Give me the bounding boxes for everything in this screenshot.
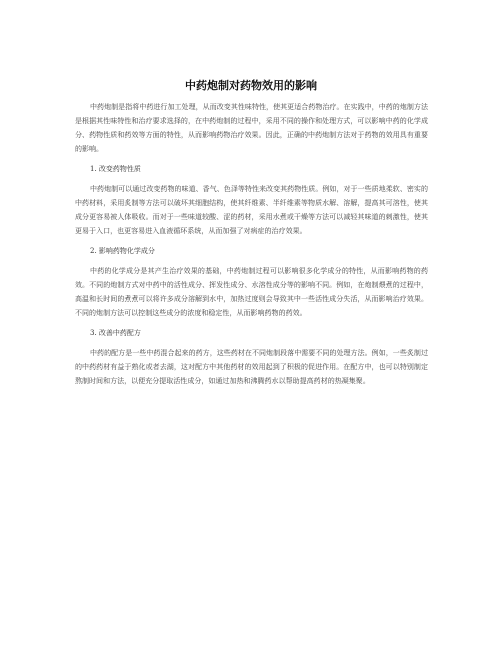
document-title: 中药炮制对药物效用的影响 (185, 79, 317, 92)
document-body (75, 100, 428, 394)
section-body-2: 中药的化学成分是其产生治疗效果的基础，中药炮制过程可以影响很多化学成分的特性，从而影响药物的药效。不同的炮制方式对中药中的活性成分、挥发性成分、水溶性成分等的影响不同。例如，在炮制煨煮的过程中，高温和长时间的煮煮可以将许多成分溶解到水中，加热过度则会导致其中一些活性成分失活，从而影响治疗效果。不同的炮制方法可以控制这些成分的浓度和稳定性，从而影响药物的药效。 (75, 267, 428, 317)
section-heading-3: 3. 改善中药配方 (90, 329, 141, 337)
section-body-1: 中药炮制可以通过改变药物的味道、香气、色泽等特性来改变其药物性质。例如，对于一些质地柔软、密实的中药材料，采用炙制等方法可以破坏其细胞结构，使其纤维素、半纤维素等物质水解、溶解，提高其可溶性，使其成分更容易被人体吸收。而对于一些味道较酸、涩的药材，采用水煮或干燥等方法可以减轻其味道的刺激性，使其更易于入口，也更容易进入血液循环系统，从而加强了对病症的治疗效果。 (75, 185, 428, 235)
intro-paragraph: 中药炮制是指将中药进行加工处理，从而改变其性味特性，使其更适合药物治疗。在实践中，中药的炮制方法是根据其性味特性和治疗要求选择的，在中药炮制的过程中，采用不同的操作和处理方式，可以影响中药的化学成分、药物性质和药效等方面的特性，从而影响药物治疗效果。因此，正确的中药炮制方法对于药物的效用具有重要的影响。 (75, 103, 428, 153)
section-heading-2: 2. 影响药物化学成分 (90, 247, 155, 255)
section-body-3: 中药的配方是一些中药混合起来的药方，这些药材在不同炮制段落中需要不同的处理方法。例如，一些炙制过的中药药材有益于熟化或者去湖，这对配方中其他药材的效用起到了积极的促进作用。在配方中，也可以特别制定熬制时间和方法，以便充分提取活性成分，如通过加热和沸腾药水以帮助提高药材的热凝集聚。 (75, 349, 428, 385)
section-heading-1: 1. 改变药物性质 (90, 165, 141, 173)
